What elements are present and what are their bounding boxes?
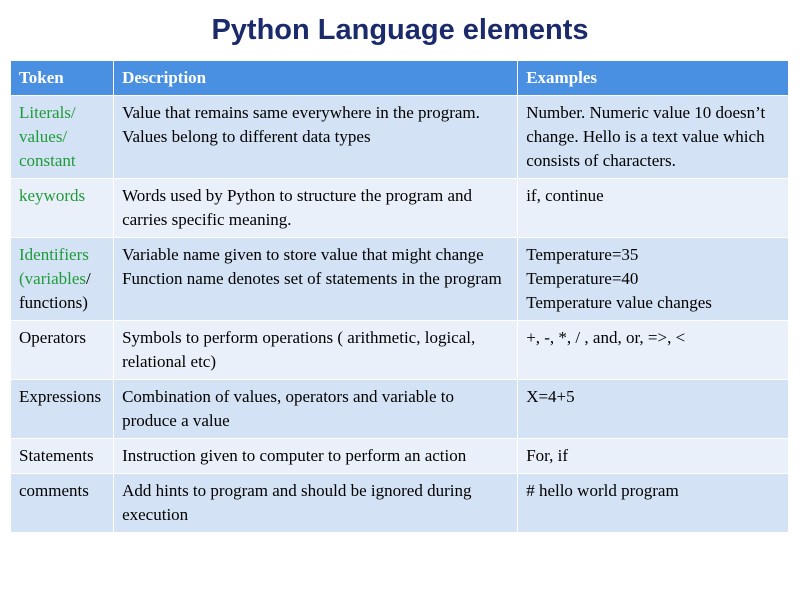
- token-part-identifiers: Identifiers (variables: [19, 245, 89, 288]
- token-cell: keywords: [11, 179, 114, 238]
- table-row: [11, 380, 789, 439]
- table-row: [11, 179, 789, 238]
- slide-title: Python Language elements: [211, 14, 589, 46]
- table-row: [11, 96, 789, 179]
- token-cell: Expressions: [11, 380, 114, 439]
- token-cell: Statements: [11, 439, 114, 474]
- example-cell: Number. Numeric value 10 doesn’t change. Hello is a text value which consists of characters.: [518, 96, 789, 179]
- description-cell: Instruction given to computer to perform an action: [114, 439, 518, 474]
- example-cell: For, if: [518, 439, 789, 474]
- description-cell: Add hints to program and should be ignored during execution: [114, 474, 518, 533]
- token-part-functions: functions): [19, 293, 88, 312]
- token-cell: [11, 238, 114, 321]
- token-part-slash: /: [86, 269, 91, 288]
- example-cell: +, -, *, / , and, or, =>, <: [518, 321, 789, 380]
- example-cell: X=4+5: [518, 380, 789, 439]
- header-description: Description: [114, 61, 518, 96]
- description-cell: Variable name given to store value that might change Function name denotes set of statements in the program: [114, 238, 518, 321]
- token-cell: Literals/ values/ constant: [11, 96, 114, 179]
- language-elements-table: [10, 60, 789, 533]
- example-cell: if, continue: [518, 179, 789, 238]
- token-cell: Operators: [11, 321, 114, 380]
- token-cell: comments: [11, 474, 114, 533]
- table-row: [11, 321, 789, 380]
- description-cell: Words used by Python to structure the program and carries specific meaning.: [114, 179, 518, 238]
- table-row: [11, 238, 789, 321]
- description-cell: Value that remains same everywhere in the program. Values belong to different data types: [114, 96, 518, 179]
- table-row: [11, 439, 789, 474]
- table-header-row: [11, 61, 789, 96]
- description-cell: Combination of values, operators and variable to produce a value: [114, 380, 518, 439]
- example-cell: # hello world program: [518, 474, 789, 533]
- header-examples: Examples: [518, 61, 789, 96]
- table-row: [11, 474, 789, 533]
- description-cell: Symbols to perform operations ( arithmetic, logical, relational etc): [114, 321, 518, 380]
- header-token: Token: [11, 61, 114, 96]
- example-cell: Temperature=35 Temperature=40 Temperature value changes: [518, 238, 789, 321]
